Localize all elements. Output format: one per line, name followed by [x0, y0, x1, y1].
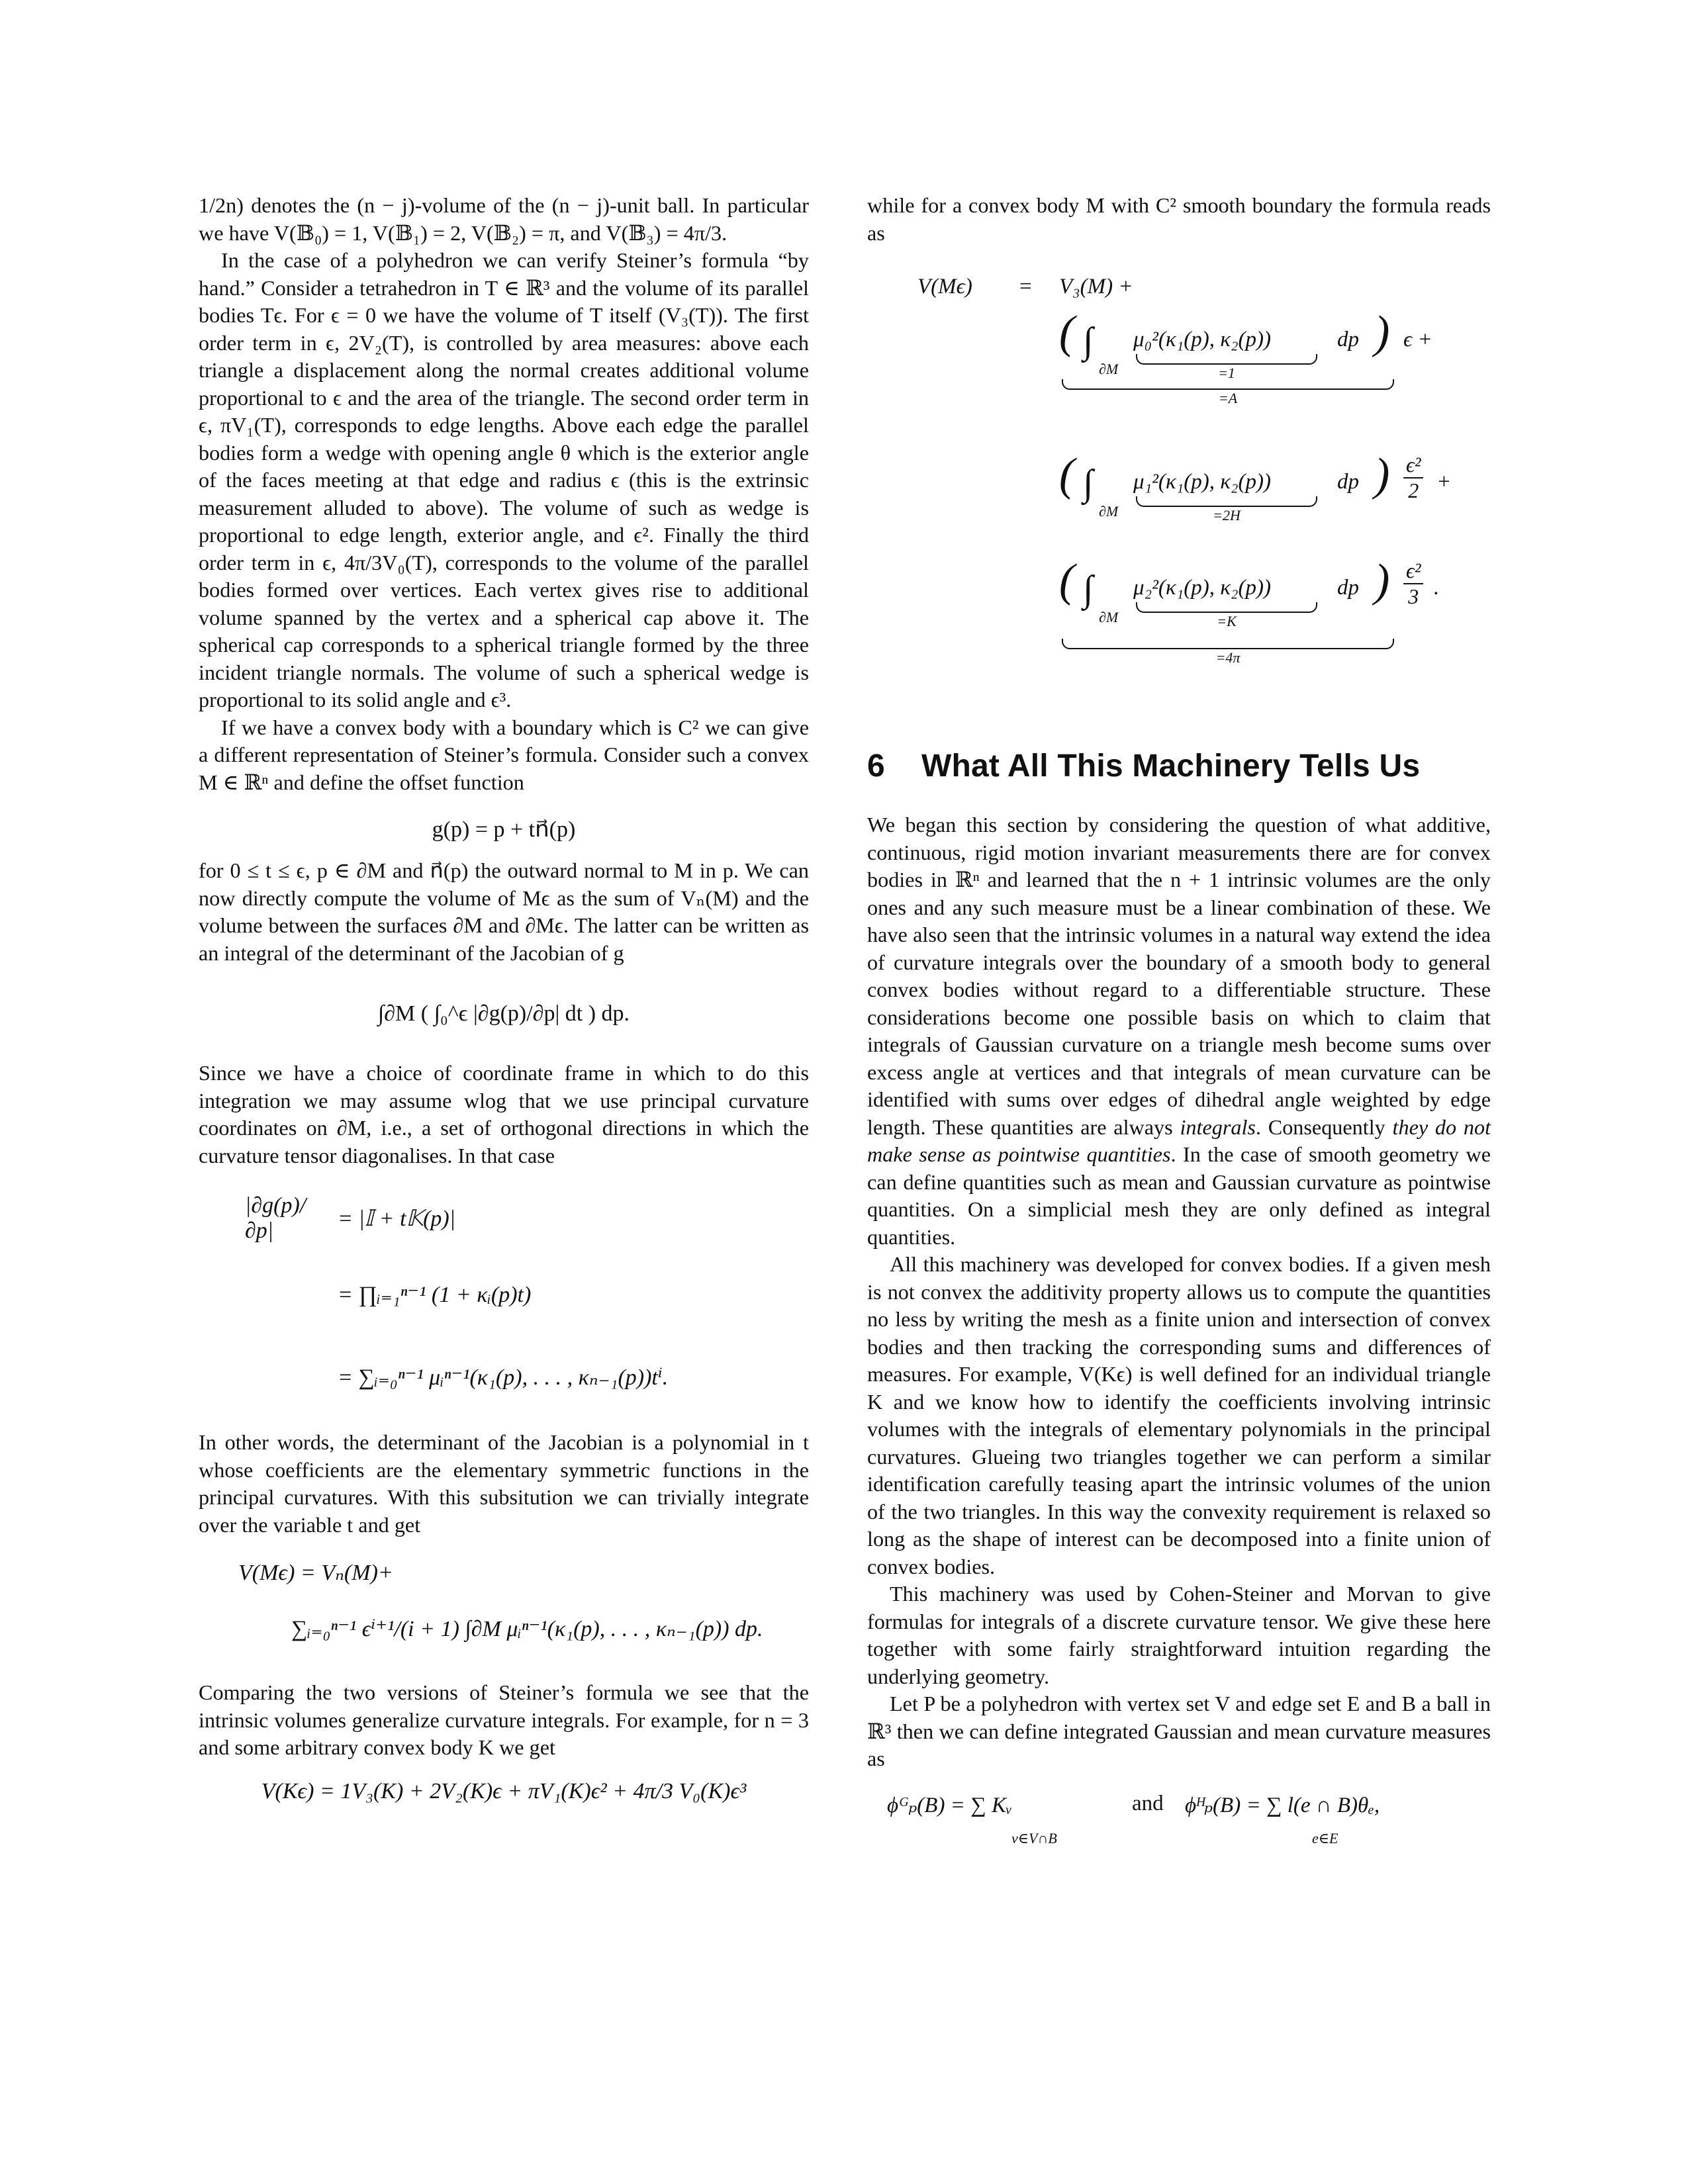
- equation-curvature-measures: [867, 1788, 1491, 1860]
- underbrace-inner: =1: [1133, 354, 1320, 382]
- integrand: μ₂²(κ₁(p), κ₂(p)): [1133, 576, 1271, 600]
- paragraph-cohen-steiner: This machinery was used by Cohen-Steiner and Morvan to give formulas for integrals of a discrete curvature tensor. We give these here together with some fairly straightforward intuition regarding the underlying geometry.: [867, 1582, 1491, 1688]
- term-tail: ϵ +: [1403, 328, 1432, 351]
- integral-lower-limit: ∂M: [1099, 609, 1119, 625]
- integrand: μ₀²(κ₁(p), κ₂(p)): [1133, 328, 1271, 351]
- summary-text: We began this section by considering the question of what additive, continuous, rigid motion invariant measurements there are for convex bodies in ℝⁿ and learned that the n + 1 intrinsic volumes are the only ones and any such measure must be a linear combination of these. We have also seen that the intrinsic volumes in a natural way extend the idea of curvature integrals over the boundary of a smooth body to general convex bodies without regard to a differentiable structure. These considerations become one possible basis on which to claim that integrals of Gaussian curvature on a triangle mesh become sums over excess angle at vertices and that integrals of mean curvature can be identified with sums over edges of dihedral angle weighted by edge length. These quantities are always: [867, 813, 1491, 1139]
- section-heading: [867, 747, 1491, 786]
- equation-line-3: = ∑ᵢ₌₀ⁿ⁻¹ μᵢⁿ⁻¹(κ₁(p), . . . , κₙ₋₁(p))tⁱ.: [338, 1365, 669, 1390]
- summary-text-mid: . Consequently: [1255, 1115, 1385, 1139]
- equation-line-2: = ∏ᵢ₌₁ⁿ⁻¹ (1 + κᵢ(p)t): [338, 1283, 532, 1307]
- paragraph-convexity: All this machinery was developed for convex bodies. If a given mesh is not convex the additivity property allows us to compute the quantities no less by writing the mesh as a finite union and intersection of convex bodies and then tracking the corresponding sums and differences of measures. For example, V(Kϵ) is well defined for an individual triangle K and we know how to identify the coefficients involving intrinsic volumes with the integrals of elementary polynomials in the principal curvatures. Glueing two triangles together we can perform a similar identification carefully teasing apart the intrinsic volumes of the union of the two triangles. In this way the convexity requirement is relaxed so long as the shape of interest can be decomposed into a finite union of convex bodies.: [867, 1252, 1491, 1578]
- equation-jacobian-expansion: [245, 1185, 809, 1417]
- paragraph-summary: [867, 811, 1491, 1251]
- section-number: 6: [867, 749, 885, 784]
- mean-sum-index: e∈E: [1312, 1829, 1338, 1846]
- equation-line-1: = |𝕀 + t𝕂(p)|: [338, 1206, 456, 1231]
- equation-volume-expansion: [238, 1553, 809, 1666]
- paragraph-comparison: Comparing the two versions of Steiner’s formula we see that the intrinsic volumes generalize curvature integrals. For example, for n = 3 and some arbitrary convex body K we get: [199, 1680, 809, 1759]
- integral-lower-limit: ∂M: [1099, 503, 1119, 520]
- equation-line-2: ∑ᵢ₌₀ⁿ⁻¹ ϵⁱ⁺¹/(i + 1) ∫∂M μᵢⁿ⁻¹(κ₁(p), . . . , κₙ₋₁(p)) dp.: [291, 1617, 763, 1641]
- emphasis-pointwise: they do not make sense as pointwise quantities: [867, 1115, 1491, 1166]
- differential: dp: [1337, 470, 1359, 494]
- gaussian-sum-index: v∈V∩B: [1011, 1829, 1057, 1846]
- underbrace-inner: =K: [1133, 602, 1320, 630]
- equation-jacobian-integral: ∫∂M ( ∫₀^ϵ |∂g(p)/∂p| dt ) dp.: [377, 1001, 630, 1026]
- right-column: [867, 192, 1491, 1860]
- equation-term-2: ( ∫ ∂M μ₁²(κ₁(p), κ₂(p)) =2H dp ) ϵ² 2 +: [1059, 449, 1452, 523]
- term-tail: .: [1434, 576, 1440, 600]
- equation-lhs: V(Mϵ): [917, 275, 972, 298]
- paragraph-intrinsic-ball: 1/2n) denotes the (n − j)-volume of the (n − j)-unit ball. In particular we have V(𝔹₀) = 1, V(𝔹₁) = 2, V(𝔹₂) = π, and V(𝔹₃) = 4π/3.: [199, 193, 809, 245]
- mean-measure: ϕᴴₚ(B) = ∑ l(e ∩ B)θₑ,: [1185, 1793, 1380, 1817]
- coefficient-fraction: ϵ² 2: [1403, 453, 1423, 503]
- gaussian-measure: ϕᴳₚ(B) = ∑ Kᵥ: [887, 1793, 1013, 1817]
- differential: dp: [1337, 576, 1359, 600]
- differential: dp: [1337, 328, 1359, 351]
- paragraph-convex-boundary: If we have a convex body with a boundary which is C² we can give a different representation of Steiner’s formula. Consider such a convex M ∈ ℝⁿ and define the offset function: [199, 715, 809, 794]
- underbrace-outer: =A: [1059, 379, 1397, 407]
- term-tail: +: [1436, 470, 1452, 494]
- conjunction-and: and: [1132, 1791, 1164, 1815]
- paragraph-smooth-formula: while for a convex body M with C² smooth boundary the formula reads as: [867, 193, 1491, 245]
- summary-text-end: . In the case of smooth geometry we can define quantities such as mean and Gaussian curvature as pointwise quantities. On a simplicial mesh they are only defined as integral quantities.: [867, 1142, 1491, 1249]
- equation-term-1: ( ∫ ∂M μ₀²(κ₁(p), κ₂(p)) =1 dp ) ϵ + =A: [1059, 307, 1432, 406]
- paragraph-polyhedron-measures: Let P be a polyhedron with vertex set V and edge set E and B a ball in ℝ³ then we can define integrated Gaussian and mean curvature measures as: [867, 1692, 1491, 1770]
- paragraph-coordinate-frame: Since we have a choice of coordinate frame in which to do this integration we may assume wlog that we use principal curvature coordinates on ∂M, i.e., a set of orthogonal directions in which the curvature tensor diagonalises. In that case: [199, 1061, 809, 1167]
- integral-lower-limit: ∂M: [1099, 361, 1119, 377]
- equation-equals: =: [1019, 275, 1032, 298]
- equation-first-term: V₃(M) +: [1059, 275, 1133, 298]
- equation-steiner-n3: V(Kϵ) = 1V₃(K) + 2V₂(K)ϵ + πV₁(K)ϵ² + 4π/3 V₀(K)ϵ³: [261, 1778, 747, 1803]
- coefficient-fraction: ϵ² 3: [1403, 559, 1423, 609]
- equation-lhs: |∂g(p)/∂p|: [245, 1193, 306, 1243]
- underbrace-inner: =2H: [1133, 496, 1320, 524]
- equation-term-3: ( ∫ ∂M μ₂²(κ₁(p), κ₂(p)) =K dp ) ϵ² 3 .: [1059, 555, 1440, 629]
- paragraph-determinant-polynomial: In other words, the determinant of the Jacobian is a polynomial in t whose coefficients are the elementary symmetric functions in the principal curvatures. With this subsitution we can trivially integrate over the variable t and get: [199, 1430, 809, 1537]
- underbrace-outer: =4π: [1059, 639, 1397, 666]
- paragraph-polyhedron-steiner: In the case of a polyhedron we can verify Steiner’s formula “by hand.” Consider a tetrahedron in T ∈ ℝ³ and the volume of its parallel bodies Tϵ. For ϵ = 0 we have the volume of T itself (V₃(T)). The first order term in ϵ, 2V₂(T), is controlled by area measures: above each triangle a displacement along the normal creates additional volume proportional to ϵ and the area of the triangle. The second order term in ϵ, πV₁(T), corresponds to edge lengths. Above each edge the parallel bodies form a wedge with opening angle θ which is the exterior angle of the faces meeting at that edge and radius ϵ (this is the extrinsic measurement alluded to above). The volume of such as wedge is proportional to edge length, exterior angle, and ϵ². Finally the third order term in ϵ, 4π/3V₀(T), corresponds to the volume of the parallel bodies formed over vertices. Each vertex gives rise to additional volume spanned by the vertex and a spherical cap above it. The spherical cap corresponds to a spherical triangle formed by the three incident triangle normals. The volume of such a spherical wedge is proportional to its solid angle and ϵ³.: [199, 248, 809, 711]
- emphasis-integrals: integrals: [1180, 1115, 1256, 1139]
- equation-smooth-steiner: [867, 260, 1491, 727]
- paragraph-offset-volume: for 0 ≤ t ≤ ϵ, p ∈ ∂M and n⃗(p) the outward normal to M in p. We can now directly compute the volume of Mϵ as the sum of Vₙ(M) and the volume between the surfaces ∂M and ∂Mϵ. The latter can be written as an integral of the determinant of the Jacobian of g: [199, 858, 809, 965]
- integrand: μ₁²(κ₁(p), κ₂(p)): [1133, 470, 1271, 494]
- equation-line-1: V(Mϵ) = Vₙ(M)+: [238, 1561, 393, 1585]
- section-title: What All This Machinery Tells Us: [921, 749, 1421, 784]
- left-column: [199, 192, 809, 1804]
- equation-offset-function: g(p) = p + tn⃗(p): [432, 817, 576, 842]
